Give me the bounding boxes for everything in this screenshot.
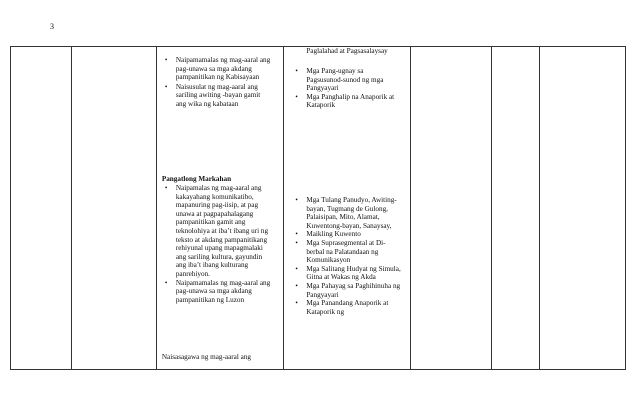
table-row (11, 47, 626, 370)
content-list-top (289, 67, 401, 110)
competency-list-top (159, 56, 271, 109)
competency-list-section (159, 184, 271, 304)
list-item: • Mga Pahayag sa Paghihinuha ng Pangyayari (289, 282, 401, 299)
list-item: • Naisusulat ng mag-aaral ang sariling awiting -bayan gamit ang wika ng kabataan (159, 83, 271, 109)
list-item: • Mga Salitang Hudyat ng Simula, Gitna at Wakas ng Akda (289, 265, 401, 282)
content-cell (284, 47, 410, 370)
list-item: • Mga Panghalip na Anaporik at Kataporik (289, 93, 401, 110)
quarter-heading: Pangatlong Markahan (161, 175, 232, 183)
table-cell-empty (11, 47, 72, 370)
list-item: • Maikling Kuwento (289, 230, 401, 239)
list-item: • Mga Pang-ugnay sa Pagsusunod-sunod ng mga Pangyayari (289, 67, 401, 93)
content-top-text: Paglalahad at Pagsasalaysay (306, 47, 388, 55)
content-list-section (289, 196, 401, 316)
table-cell-empty (540, 47, 626, 370)
list-item: • Mga Panandang Anaporik at Kataporik ng (289, 299, 401, 316)
page-number: 3 (50, 22, 54, 31)
list-item: • Naipamamalas ng mag-aaral ang pag-unawa sa mga akdang pampanitikan ng Luzon (159, 279, 271, 305)
table-cell-empty (492, 47, 540, 370)
trailing-text: Naisasagawa ng mag-aaral ang (161, 353, 252, 361)
list-item: • Mga Tulang Panudyo, Awiting-bayan, Tugmang de Gulong, Palaisipan, Mito, Alamat, Kuwentong-bayan, Sanaysay, (289, 196, 401, 230)
list-item: • Naipamalas ng mag-aaral ang kakayahang komunikatibo, mapanuring pag-iisip, at pag unawa at pagpapahalagang pampanitikan gamit ang teknolohiya at iba’t ibang uri ng teksto at akdang pampanitikang rehiyunal upang mapagmalaki ang sariling kultura, gayundin ang iba’t ibang kulturang panrehiyon. (159, 184, 271, 279)
curriculum-table (10, 46, 626, 370)
list-item: • Mga Suprasegmental at Di-berbal na Palatandaan ng Komunikasyon (289, 239, 401, 265)
table-cell-empty (72, 47, 157, 370)
competencies-cell (156, 47, 283, 370)
list-item: • Naipamamalas ng mag-aaral ang pag-unawa sa mga akdang pampanitikan ng Kabisayaan (159, 56, 271, 82)
table-cell-empty (410, 47, 492, 370)
